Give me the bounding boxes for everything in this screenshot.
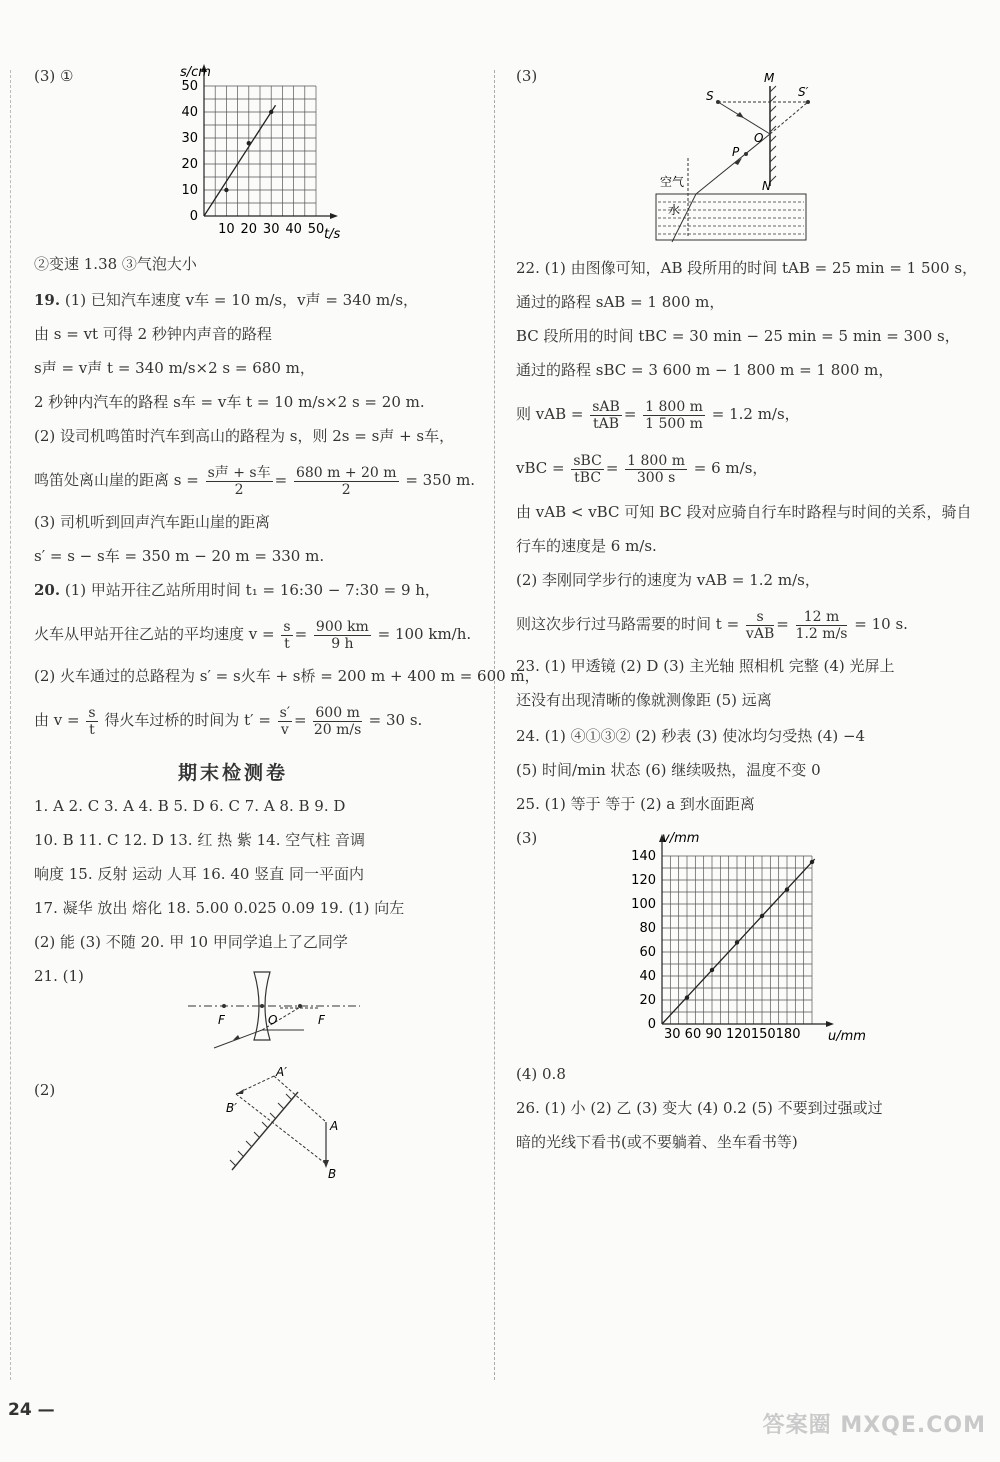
q20-l2a: 火车从甲站开往乙站的平均速度 v = [34,625,275,643]
q20-num: 20. [34,581,61,599]
lens-F2-label: F [318,1013,325,1027]
q22-frac1 [590,399,622,432]
x-tick-label: 10 [218,222,235,237]
data-point [760,914,764,918]
q20-frac3-num: s [88,704,96,721]
chart2-ylabel: v/mm [662,831,700,846]
chart1-xlabel: t/s [324,227,341,242]
x-axis-arrow [330,213,338,219]
q19-l6a: 鸣笛处离山崖的距离 s = [34,471,199,489]
q24-line2: (5) 时间/min 状态 (6) 继续吸热，温度不变 0 [516,761,821,779]
y-tick-label: 0 [189,209,198,224]
q22-line1: 22. (1) 由图像可知，AB 段所用的时间 tAB = 25 min = 1 500 s， [516,259,978,277]
q20-frac1-den: t [284,635,290,652]
q20-frac1-num: s [283,618,291,635]
q19-line7: (3) 司机听到回声汽车距山崖的距离 [34,513,271,531]
y-tick-label: 120 [631,873,656,888]
q20-l4b: 得火车过桥的时间为 t′ = [104,711,271,729]
q18-after: ②变速 1.38 ③气泡大小 [34,255,197,273]
left-margin-line [10,70,11,1380]
q25-line1: 25. (1) 等于 等于 (2) a 到水面距离 [516,795,755,813]
x-tick-label: 40 [285,222,302,237]
q19-num: 19. [34,291,61,309]
q20-frac4 [278,705,292,738]
answers-line4: 17. 凝华 放出 熔化 18. 5.00 0.025 0.09 19. (1) 向左 [34,899,405,917]
q22-frac3-num: sBC [573,452,602,469]
q22-frac6 [796,609,848,642]
mirror-A1-label: A′ [276,1065,287,1079]
q22-frac3-den: tBC [574,469,602,486]
data-point [810,860,814,864]
q22-frac3 [571,453,603,486]
page-dash: — [37,1400,55,1420]
q20-line3: (2) 火车通过的总路程为 s′ = s火车 + s桥 = 200 m + 400 m = 600 m， [34,667,540,685]
q22-l5b: = 1.2 m/s， [711,405,800,423]
q22-line7: 由 vAB < vBC 可知 BC 段对应骑自行车时路程与时间的关系，骑自 [516,503,972,521]
q20-frac2 [314,619,371,652]
q20-frac2-num: 900 km [315,618,369,635]
q22-l5a: 则 vAB = [516,405,584,423]
q20-text1: (1) 甲站开往乙站所用时间 t₁ = 16:30 − 7:30 = 9 h， [64,581,440,599]
q22-l10a: 则这次步行过马路需要的时间 t = [516,615,740,633]
q22-frac2 [643,399,705,432]
data-point [785,887,789,891]
data-point [269,110,273,114]
q24-line1: 24. (1) ④①③② (2) 秒表 (3) 使冰均匀受热 (4) −4 [516,727,866,745]
q20-frac4-den: v [280,721,289,738]
data-point [735,940,739,944]
data-point [710,968,714,972]
q21-1-label: 21. (1) [34,967,84,985]
q19-line1 [34,290,418,310]
q21-2-label: (2) [34,1081,56,1099]
uv-chart [616,826,876,1046]
y-tick-label: 140 [631,849,656,864]
q20-l2b: = 100 km/h. [377,625,472,643]
y-tick-label: 100 [631,897,656,912]
q19-line8: s′ = s − s车 = 350 m − 20 m = 330 m. [34,547,325,565]
q20-frac3 [86,705,97,738]
reflection-refraction-diagram [648,66,818,244]
x-tick-label: 30 [262,222,280,237]
q19-frac1-num: s声 + s车 [207,464,271,481]
q20-l4a: 由 v = [34,711,80,729]
refl-O-label: O [754,131,764,145]
y-tick-label: 40 [181,105,198,120]
q19-line2: 由 s = vt 可得 2 秒钟内声音的路程 [34,325,272,343]
y-tick-label: 50 [181,79,198,94]
q22-frac2-num: 1 800 m [645,398,703,415]
q19-frac1 [206,465,273,498]
plane-mirror-diagram [196,1065,339,1181]
q26-line1: 26. (1) 小 (2) 乙 (3) 变大 (4) 0.2 (5) 不要到过强或过 [516,1099,883,1117]
q22-frac4-den: 300 s [636,469,676,486]
answers-line3: 响度 15. 反射 运动 人耳 16. 40 竖直 同一平面内 [34,865,364,883]
q22-line3: BC 段所用的时间 tBC = 30 min − 25 min = 5 min = 300 s， [516,327,960,345]
q22-line9: (2) 李刚同学步行的速度为 vAB = 1.2 m/s， [516,571,820,589]
y-tick-label: 80 [639,921,656,936]
x-tick-label: 50 [307,222,325,237]
q23-line1: 23. (1) 甲透镜 (2) D (3) 主光轴 照相机 完整 (4) 光屏上 [516,657,895,675]
refl-M-label: M [764,71,775,85]
q20-frac4-num: s′ [279,704,291,721]
st-chart [148,62,368,242]
refl-water-label: 水 [668,203,681,217]
q20-l4c: = 30 s. [368,711,423,729]
q22-frac5 [746,609,774,642]
q20-frac5 [313,705,361,738]
watermark: 答案圈 MXQE.COM [762,1413,986,1438]
y-tick-label: 30 [181,131,198,146]
lens-O-label: O [268,1013,278,1027]
answers-line5: (2) 能 (3) 不随 20. 甲 10 甲同学追上了乙同学 [34,933,348,951]
q22-frac6-den: 1.2 m/s [795,625,848,642]
q20-frac5-den: 20 m/s [313,721,362,738]
y-tick-label: 60 [639,945,656,960]
refl-S1-label: S′ [798,85,809,99]
refl-N-label: N [762,179,771,193]
q19-line4: 2 秒钟内汽车的路程 s车 = v车 t = 10 m/s×2 s = 20 m. [34,393,425,411]
q22-frac4-num: 1 800 m [627,452,685,469]
concave-lens-diagram [184,968,364,1058]
y-tick-label: 0 [647,1017,656,1032]
q22-frac1-num: sAB [592,398,620,415]
refl-air-label: 空气 [660,175,685,189]
q19-frac2-den: 2 [341,481,351,498]
y-tick-label: 10 [181,183,198,198]
q25-3-label: (3) [516,829,538,847]
q19-line6: 鸣笛处离山崖的距离 s = $\frac{\text{s声 + s车}}{2}$ = $\frac{680 m + 20 m}{2}$ = 350 m. [34,464,476,498]
mirror-B1-label: B′ [226,1101,237,1115]
x-axis-arrow [826,1021,834,1027]
q22-frac4 [625,453,687,486]
q20-line2: 火车从甲站开往乙站的平均速度 v = $\frac{s}{t}$ = $\frac{900 km}{9 h}$ = 100 km/h. [34,618,472,652]
column-divider [494,70,495,1380]
lens-F1-label: F [218,1013,225,1027]
q22-l10b: = 10 s. [854,615,908,633]
q19-frac2-num: 680 m + 20 m [295,464,397,481]
series-line [204,105,276,216]
q19-text1: (1) 已知汽车速度 v车 = 10 m/s，v声 = 340 m/s， [64,291,419,309]
refl-P-label: P [732,145,740,159]
data-point [224,188,228,192]
q22-line6: vBC = $\frac{\text{sBC}}{\text{tBC}}$ = $\frac{1 800 m}{300 s}$ = 6 m/s， [516,452,768,486]
y-tick-label: 20 [181,157,198,172]
q19-line5: (2) 设司机鸣笛时汽车到高山的路程为 s，则 2s = s声 + s车， [34,427,455,445]
y-tick-label: 20 [639,993,656,1008]
y-tick-label: 40 [639,969,656,984]
final-exam-title: 期末检测卷 [178,762,289,784]
q22-line2: 通过的路程 sAB = 1 800 m， [516,293,725,311]
q19-line3: s声 = v声 t = 340 m/s×2 s = 680 m， [34,359,315,377]
q22-l6b: = 6 m/s， [693,459,768,477]
page-number-value: 24 [8,1400,32,1420]
answers-line1: 1. A 2. C 3. A 4. B 5. D 6. C 7. A 8. B 9. D [34,797,346,815]
q19-frac2 [294,465,399,498]
q20-line1 [34,580,440,600]
q22-frac1-den: tAB [593,415,620,432]
q20-frac1 [281,619,292,652]
q19-l6b: = 350 m. [405,471,476,489]
q22-frac6-num: 12 m [796,609,848,626]
data-point [247,141,251,145]
q23-line2: 还没有出现清晰的像就测像距 (5) 远离 [516,691,772,709]
answers-line2: 10. B 11. C 12. D 13. 红 热 紫 14. 空气柱 音调 [34,831,366,849]
q22-frac5-den: vAB [745,625,775,642]
x-tick-label: 20 [240,222,258,237]
q20-frac2-den: 9 h [331,635,354,652]
data-point [685,995,689,999]
q19-frac1-den: 2 [234,481,244,498]
q22-frac5-num: s [746,609,774,626]
q22-line4: 通过的路程 sBC = 3 600 m − 1 800 m = 1 800 m， [516,361,894,379]
q20-line4: 由 v = $\frac{s}{t}$ 得火车过桥的时间为 t′ = $\frac{s'}{v}$ = $\frac{600 m}{20 m/s}$ = 30 s. [34,704,423,738]
q22-frac2-den: 1 500 m [645,415,703,432]
page-number [8,1400,55,1420]
q21-3-label: (3) [516,67,538,85]
q22-line5: 则 vAB = $\frac{\text{sAB}}{\text{tAB}}$ = $\frac{1 800 m}{1 500 m}$ = 1.2 m/s， [516,398,800,432]
q22-line10: 则这次步行过马路需要的时间 t = $\frac{s}{\text{vAB}}$ = $\frac{12 m}{1.2 m/s}$ = 10 s. [516,608,908,642]
refl-S-label: S [706,89,714,103]
mirror-A-label: A [330,1119,339,1133]
chart2-xtick-text: 30 60 90 120150180 [664,1027,801,1042]
q20-frac3-den: t [89,721,95,738]
chart2-xlabel: u/mm [828,1029,866,1044]
q22-l6a: vBC = [516,459,565,477]
q26-line2: 暗的光线下看书(或不要躺着、坐车看书等) [516,1133,798,1151]
q18-label: (3) ① [34,67,74,85]
q20-frac5-num: 600 m [315,704,360,721]
q22-line8: 行车的速度是 6 m/s. [516,537,657,555]
mirror-B-label: B [328,1167,337,1181]
chart1-ylabel: s/cm [180,65,211,80]
q25-4-line: (4) 0.8 [516,1065,566,1083]
